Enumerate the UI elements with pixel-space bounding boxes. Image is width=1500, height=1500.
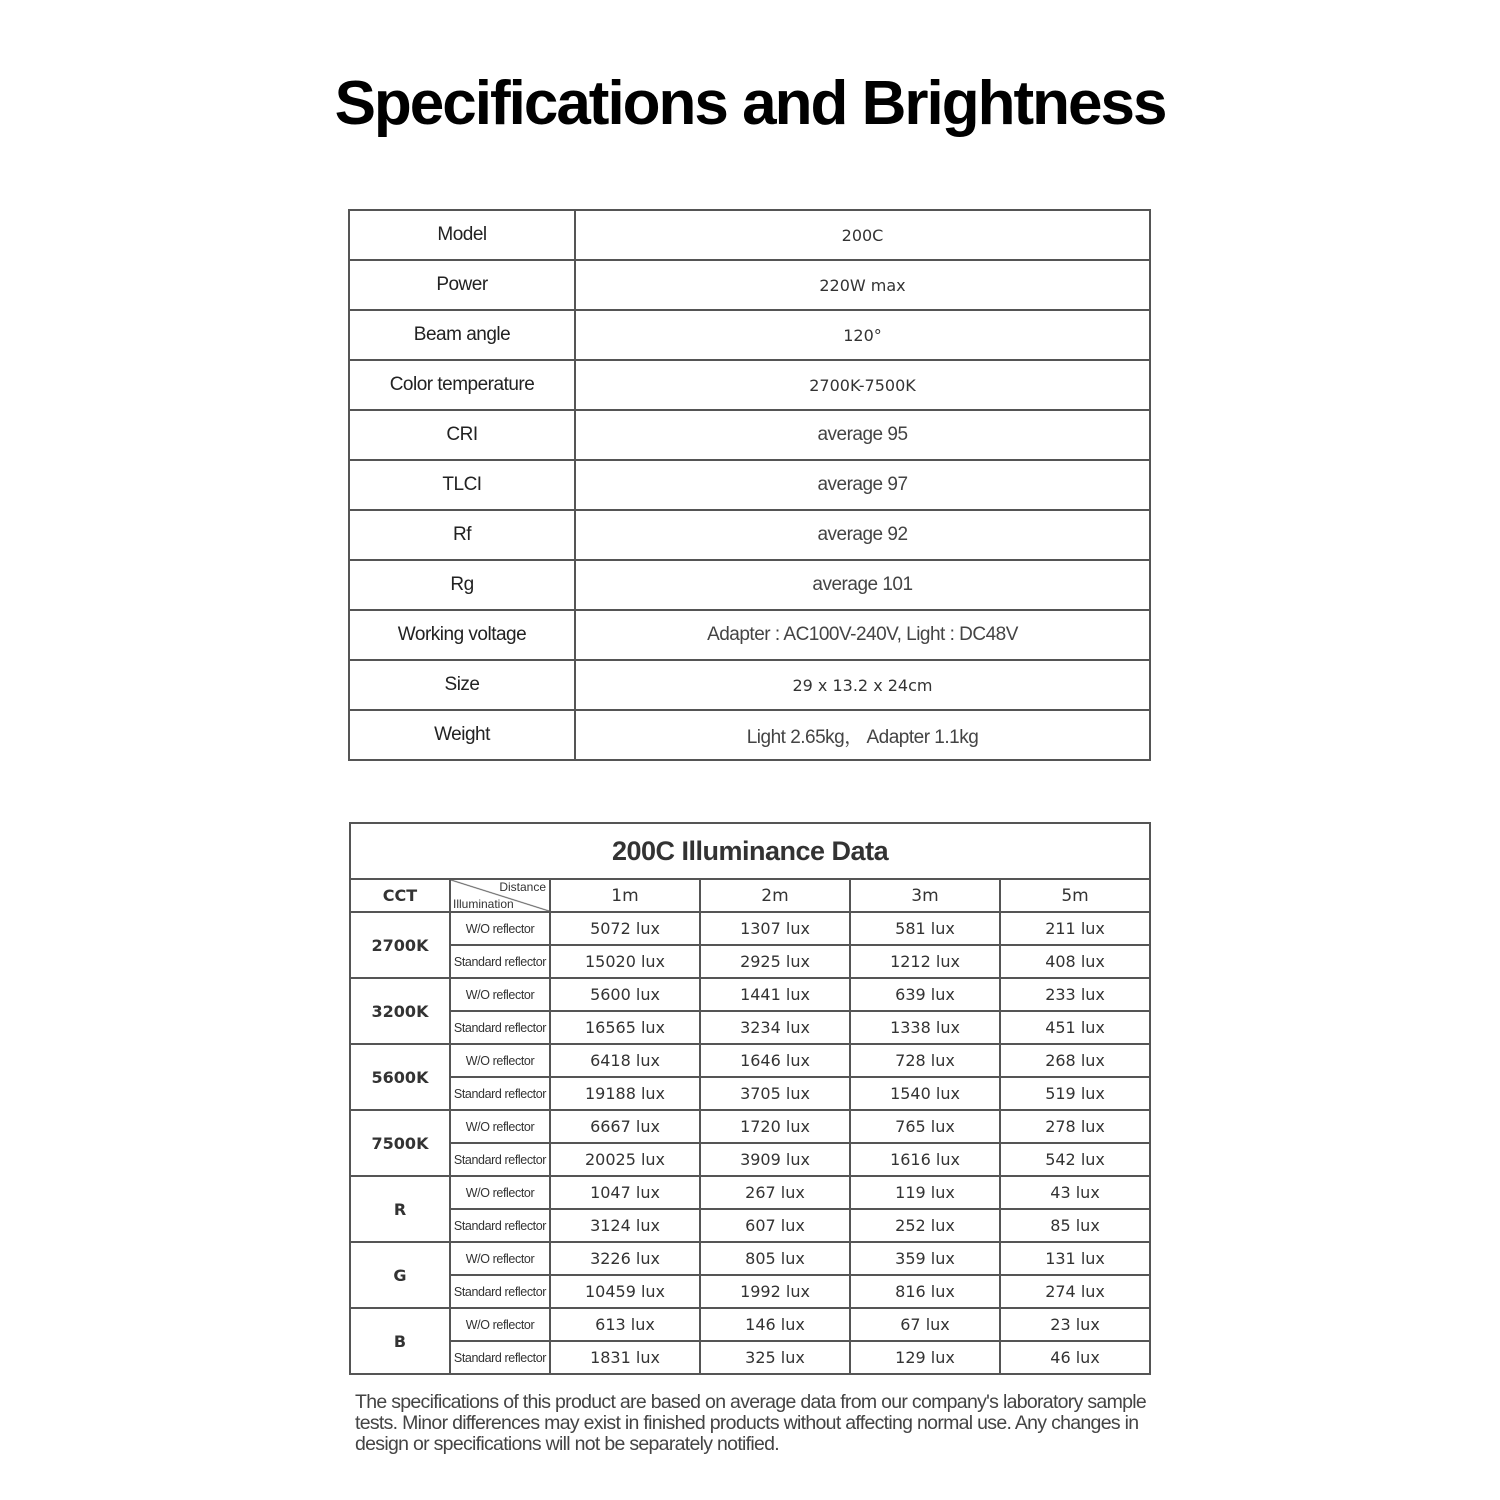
spec-value: 120° [575,310,1150,360]
table-row [350,1077,1150,1110]
reflector-cell: W/O reflector [450,978,550,1011]
spec-row [349,260,1150,310]
lux-value-cell: 46 lux [1000,1341,1150,1374]
lux-value-cell: 6667 lux [550,1110,700,1143]
cct-cell: 3200K [350,978,450,1044]
lux-value-cell: 3226 lux [550,1242,700,1275]
distance-column-header: 1m [550,879,700,912]
spec-value: average 101 [575,560,1150,610]
spec-value: 2700K-7500K [575,360,1150,410]
table-row [350,1242,1150,1275]
reflector-cell: W/O reflector [450,1308,550,1341]
lux-value-cell: 3705 lux [700,1077,850,1110]
spec-row [349,360,1150,410]
lux-value-cell: 542 lux [1000,1143,1150,1176]
lux-value-cell: 639 lux [850,978,1000,1011]
spec-row [349,210,1150,260]
reflector-cell: Standard reflector [450,1011,550,1044]
lux-value-cell: 581 lux [850,912,1000,945]
reflector-cell: W/O reflector [450,912,550,945]
spec-label: TLCI [349,460,575,510]
lux-value-cell: 1307 lux [700,912,850,945]
lux-value-cell: 268 lux [1000,1044,1150,1077]
distance-column-header: 2m [700,879,850,912]
lux-value-cell: 1212 lux [850,945,1000,978]
reflector-cell: Standard reflector [450,945,550,978]
cct-column-header: CCT [350,879,450,912]
distance-column-header: 5m [1000,879,1150,912]
lux-value-cell: 1047 lux [550,1176,700,1209]
spec-row [349,410,1150,460]
lux-value-cell: 274 lux [1000,1275,1150,1308]
lux-value-cell: 6418 lux [550,1044,700,1077]
lux-value-cell: 211 lux [1000,912,1150,945]
lux-value-cell: 19188 lux [550,1077,700,1110]
lux-value-cell: 2925 lux [700,945,850,978]
page-title: Specifications and Brightness [334,69,1166,138]
spec-label: Model [349,210,575,260]
lux-value-cell: 85 lux [1000,1209,1150,1242]
spec-row [349,460,1150,510]
lux-value-cell: 5600 lux [550,978,700,1011]
reflector-cell: Standard reflector [450,1341,550,1374]
lux-value-cell: 3124 lux [550,1209,700,1242]
table-row [350,1110,1150,1143]
spec-row [349,610,1150,660]
lux-value-cell: 43 lux [1000,1176,1150,1209]
lux-value-cell: 1831 lux [550,1341,700,1374]
spec-label: Rg [349,560,575,610]
lux-value-cell: 519 lux [1000,1077,1150,1110]
spec-label: Working voltage [349,610,575,660]
spec-value: 29 x 13.2 x 24cm [575,660,1150,710]
lux-value-cell: 129 lux [850,1341,1000,1374]
lux-value-cell: 613 lux [550,1308,700,1341]
reflector-cell: W/O reflector [450,1242,550,1275]
table-row [350,1011,1150,1044]
table-row [350,1209,1150,1242]
spec-label: Color temperature [349,360,575,410]
spec-row [349,660,1150,710]
table-row [350,1308,1150,1341]
spec-label: Weight [349,710,575,760]
reflector-cell: Standard reflector [450,1275,550,1308]
lux-value-cell: 16565 lux [550,1011,700,1044]
lux-value-cell: 10459 lux [550,1275,700,1308]
distance-header-label: Distance [499,880,546,894]
spec-row [349,310,1150,360]
lux-value-cell: 278 lux [1000,1110,1150,1143]
reflector-cell: Standard reflector [450,1143,550,1176]
lux-value-cell: 805 lux [700,1242,850,1275]
distance-illumination-header [450,879,550,912]
spec-value: average 95 [575,410,1150,460]
reflector-cell: Standard reflector [450,1209,550,1242]
reflector-cell: W/O reflector [450,1044,550,1077]
spec-row [349,560,1150,610]
cct-cell: 7500K [350,1110,450,1176]
lux-value-cell: 607 lux [700,1209,850,1242]
lux-value-cell: 5072 lux [550,912,700,945]
lux-value-cell: 15020 lux [550,945,700,978]
spec-label: Power [349,260,575,310]
lux-value-cell: 20025 lux [550,1143,700,1176]
illumination-header-label: Illumination [453,897,514,911]
lux-value-cell: 23 lux [1000,1308,1150,1341]
table-row [350,978,1150,1011]
reflector-cell: W/O reflector [450,1176,550,1209]
spec-value: 200C [575,210,1150,260]
spec-value: Adapter : AC100V-240V, Light : DC48V [575,610,1150,660]
spec-table [348,209,1151,761]
lux-value-cell: 233 lux [1000,978,1150,1011]
spec-label: Rf [349,510,575,560]
lux-value-cell: 3234 lux [700,1011,850,1044]
lux-value-cell: 728 lux [850,1044,1000,1077]
disclaimer-footnote: The specifications of this product are based on average data from our company's laboratory sample tests. Minor differences may exist in finished products without affecting normal use. Any changes in design or specifications will not be separately notified. [355,1391,1147,1455]
lux-value-cell: 267 lux [700,1176,850,1209]
reflector-cell: Standard reflector [450,1077,550,1110]
spec-value: Light 2.65kg， Adapter 1.1kg [575,710,1150,760]
lux-value-cell: 1992 lux [700,1275,850,1308]
lux-value-cell: 131 lux [1000,1242,1150,1275]
lux-value-cell: 1720 lux [700,1110,850,1143]
illuminance-table-title: 200C Illuminance Data [350,823,1150,879]
lux-value-cell: 146 lux [700,1308,850,1341]
cct-cell: R [350,1176,450,1242]
lux-value-cell: 325 lux [700,1341,850,1374]
lux-value-cell: 1338 lux [850,1011,1000,1044]
table-row [350,1143,1150,1176]
cct-cell: 2700K [350,912,450,978]
lux-value-cell: 1540 lux [850,1077,1000,1110]
table-row [350,1341,1150,1374]
table-row [350,1044,1150,1077]
lux-value-cell: 3909 lux [700,1143,850,1176]
cct-cell: 5600K [350,1044,450,1110]
spec-label: Size [349,660,575,710]
lux-value-cell: 408 lux [1000,945,1150,978]
spec-row [349,710,1150,760]
illuminance-table [349,822,1151,1375]
table-row [350,912,1150,945]
spec-label: CRI [349,410,575,460]
lux-value-cell: 816 lux [850,1275,1000,1308]
lux-value-cell: 1616 lux [850,1143,1000,1176]
spec-label: Beam angle [349,310,575,360]
lux-value-cell: 67 lux [850,1308,1000,1341]
lux-value-cell: 451 lux [1000,1011,1150,1044]
lux-value-cell: 765 lux [850,1110,1000,1143]
table-row [350,1176,1150,1209]
spec-row [349,510,1150,560]
lux-value-cell: 1646 lux [700,1044,850,1077]
lux-value-cell: 359 lux [850,1242,1000,1275]
cct-cell: B [350,1308,450,1374]
reflector-cell: W/O reflector [450,1110,550,1143]
spec-value: average 92 [575,510,1150,560]
spec-value: 220W max [575,260,1150,310]
lux-value-cell: 1441 lux [700,978,850,1011]
distance-column-header: 3m [850,879,1000,912]
lux-value-cell: 119 lux [850,1176,1000,1209]
lux-value-cell: 252 lux [850,1209,1000,1242]
table-row [350,945,1150,978]
spec-value: average 97 [575,460,1150,510]
cct-cell: G [350,1242,450,1308]
table-row [350,1275,1150,1308]
